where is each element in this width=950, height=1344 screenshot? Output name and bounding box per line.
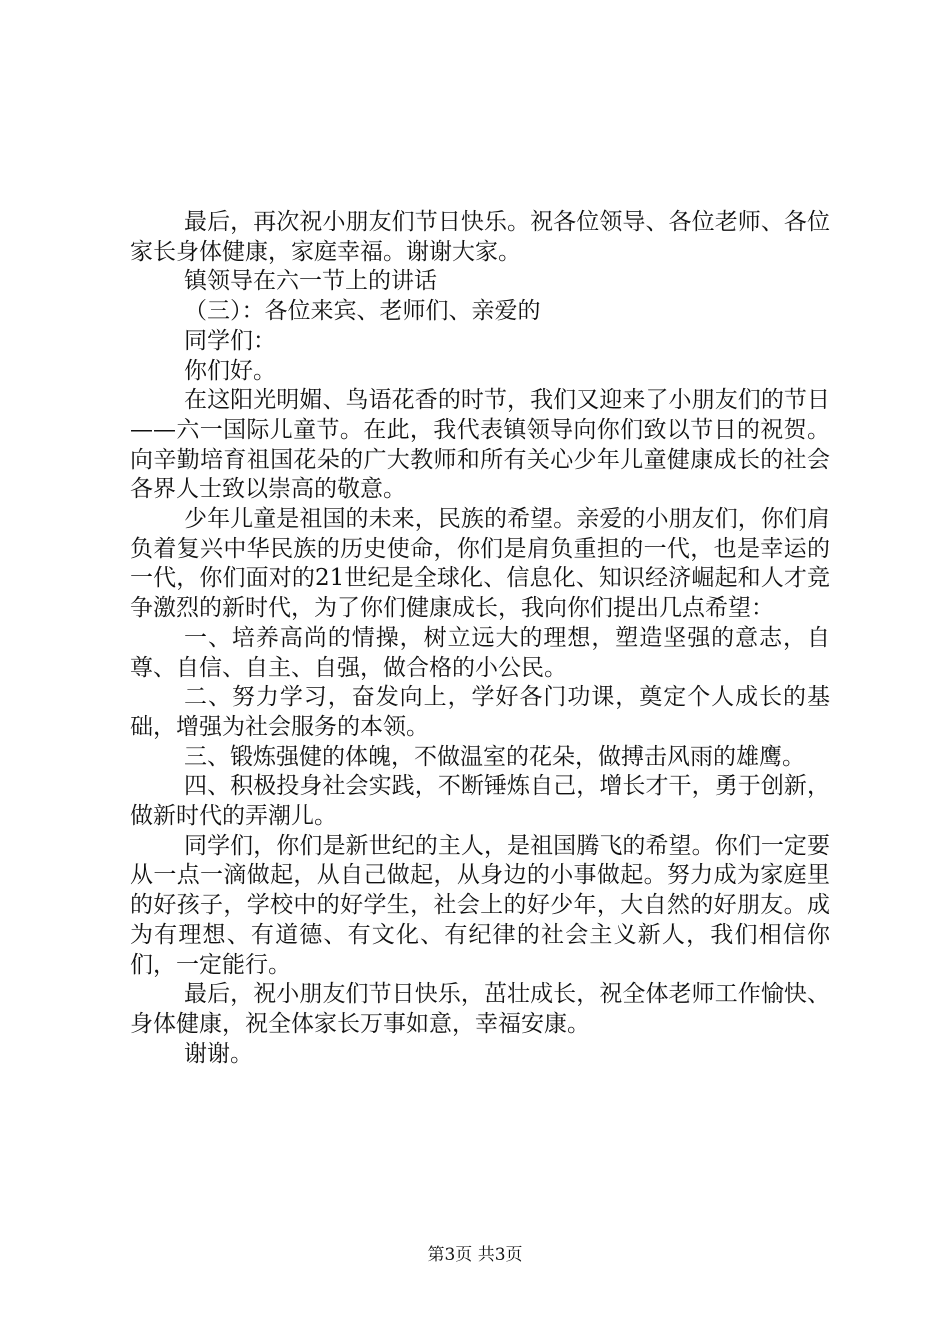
paragraph-intro: 在这阳光明媚、鸟语花香的时节，我们又迎来了小朋友们的节日——六一国际儿童节。在此，我代表镇领导向你们致以节日的祝贺。向辛勤培育祖国花朵的广大教师和所有关心少年儿童健康成长的社会各界人士致以崇高的敬意。 xyxy=(130,387,830,503)
paragraph-hope-4: 四、积极投身社会实践，不断锤炼自己，增长才干，勇于创新，做新时代的弄潮儿。 xyxy=(130,773,830,830)
paragraph-hopes-intro: 少年儿童是祖国的未来，民族的希望。亲爱的小朋友们，你们肩负着复兴中华民族的历史使命，你们是肩负重担的一代，也是幸运的一代，你们面对的21世纪是全球化、信息化、知识经济崛起和人才竞争激烈的新时代，为了你们健康成长，我向你们提出几点希望： xyxy=(130,506,830,622)
greeting: 你们好。 xyxy=(184,357,276,384)
paragraph-students: 同学们，你们是新世纪的主人，是祖国腾飞的希望。你们一定要从一点一滴做起，从自己做起，从身边的小事做起。努力成为家庭里的好孩子，学校中的好学生，社会上的好少年，大自然的好朋友。成为有理想、有道德、有文化、有纪律的社会主义新人，我们相信你们，一定能行。 xyxy=(130,832,830,978)
paragraph-hope-3: 三、锻炼强健的体魄，不做温室的花朵，做搏击风雨的雄鹰。 xyxy=(184,743,805,770)
document-body xyxy=(130,208,830,1069)
page-number-footer: 第3页 共3页 xyxy=(427,1245,523,1265)
paragraph-hope-2: 二、努力学习，奋发向上，学好各门功课，奠定个人成长的基础，增强为社会服务的本领。 xyxy=(130,684,830,740)
paragraph-thanks: 谢谢。 xyxy=(184,1040,253,1067)
paragraph-final-wishes: 最后，祝小朋友们节日快乐，茁壮成长，祝全体老师工作愉快、身体健康，祝全体家长万事如意，幸福安康。 xyxy=(130,981,830,1037)
speech-section-heading: （三）：各位来宾、老师们、亲爱的 xyxy=(184,298,541,325)
salutation: 同学们： xyxy=(184,327,276,354)
paragraph-closing-wishes: 最后，再次祝小朋友们节日快乐。祝各位领导、各位老师、各位家长身体健康，家庭幸福。谢谢大家。 xyxy=(130,209,830,265)
paragraph-hope-1: 一、培养高尚的情操，树立远大的理想，塑造坚强的意志，自尊、自信、自主、自强，做合格的小公民。 xyxy=(130,624,830,681)
speech-title: 镇领导在六一节上的讲话 xyxy=(184,268,437,295)
